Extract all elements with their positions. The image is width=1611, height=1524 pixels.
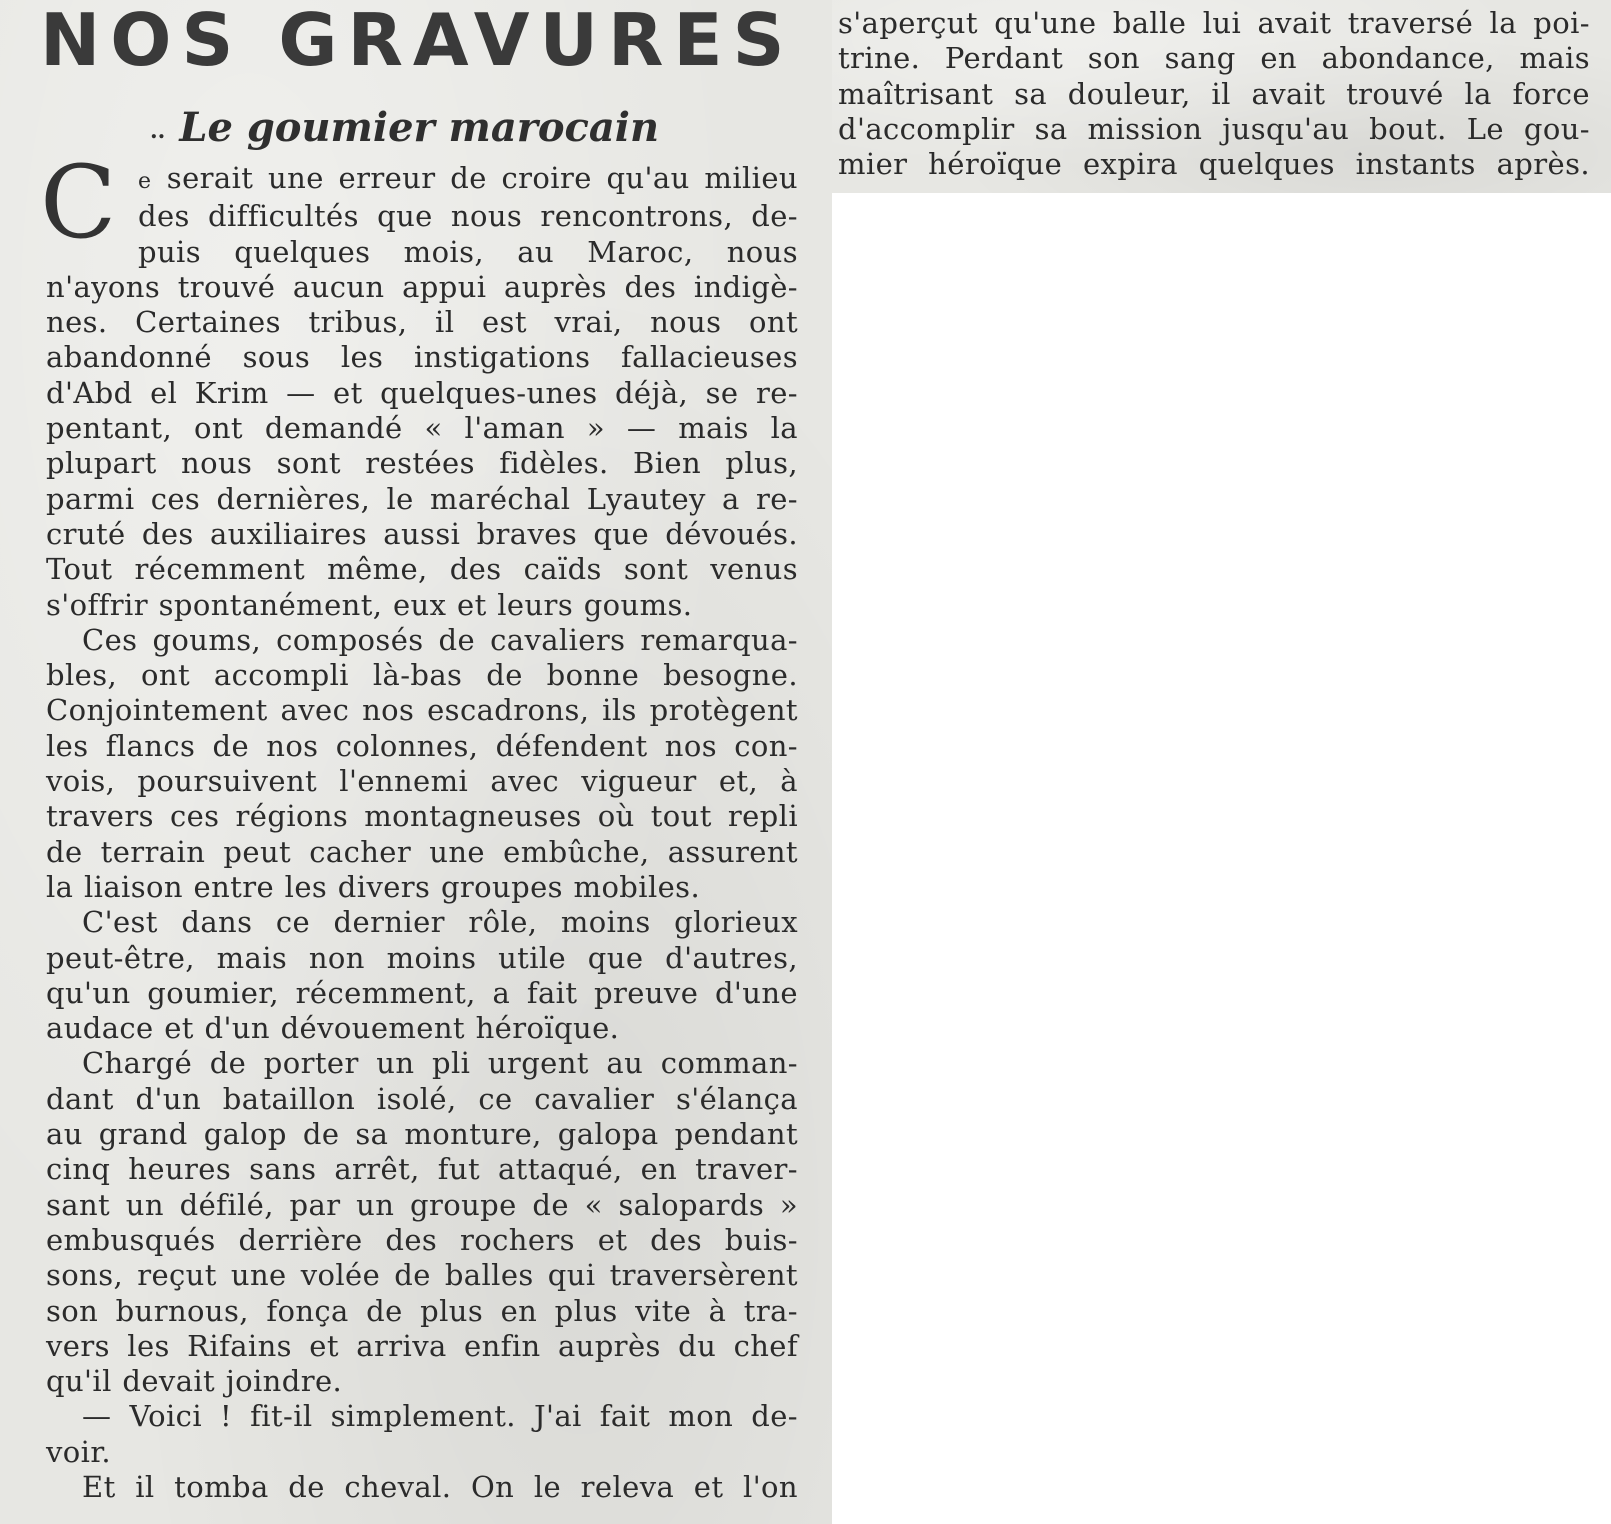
text-line: n'ayons trouvé aucun appui auprès des indigè-: [46, 269, 798, 304]
text-line: plupart nous sont restées fidèles. Bien plus,: [46, 446, 798, 481]
text-line: son burnous, fonça de plus en plus vite à tra-: [46, 1293, 798, 1328]
text-line: peut-être, mais non moins utile que d'autres,: [46, 940, 798, 975]
text-line: qu'un goumier, récemment, a fait preuve d'une: [46, 975, 798, 1010]
title-ornament: ..: [150, 118, 166, 144]
text-line: embusqués derrière des rochers et des buis-: [46, 1222, 798, 1257]
text-line: cruté des auxiliaires aussi braves que dévoués.: [46, 516, 798, 551]
text-line: qu'il devait joindre.: [46, 1364, 343, 1399]
text-line: de terrain peut cacher une embûche, assurent: [46, 834, 798, 869]
text-line: sant un défilé, par un groupe de « salopards »: [46, 1187, 798, 1222]
article-title-text: Le goumier marocain: [179, 104, 660, 151]
text-line: cinq heures sans arrêt, fut attaqué, en traver-: [46, 1152, 798, 1187]
article-body-right: [838, 6, 1590, 182]
text-line: des difficultés que nous rencontrons, de-: [138, 199, 798, 234]
text-line: Et il tomba de cheval. On le releva et l'on: [82, 1469, 798, 1504]
text-line: Conjointement avec nos escadrons, ils protègent: [46, 693, 798, 728]
masthead-title: NOS GRAVURES: [40, 0, 795, 82]
text-line: s'offrir spontanément, eux et leurs goums.: [46, 587, 693, 622]
text-line: puis quelques mois, au Maroc, nous: [138, 234, 798, 269]
text-line: voir.: [46, 1434, 112, 1469]
text-line: sons, reçut une volée de balles qui traversèrent: [46, 1258, 798, 1293]
text-line: les flancs de nos colonnes, défendent nos con-: [46, 728, 798, 763]
text-line: nes. Certaines tribus, il est vrai, nous ont: [46, 305, 798, 340]
text-line: vers les Rifains et arriva enfin auprès du chef: [46, 1328, 798, 1363]
text-line: bles, ont accompli là-bas de bonne besogne.: [46, 658, 798, 693]
text-line: mier héroïque expira quelques instants après.: [838, 147, 1590, 182]
text-line: pentant, ont demandé « l'aman » — mais la: [46, 411, 798, 446]
text-line: au grand galop de sa monture, galopa pendant: [46, 1117, 798, 1152]
text-line: e serait une erreur de croire qu'au milieu: [138, 161, 798, 195]
text-line: travers ces régions montagneuses où tout repli: [46, 799, 798, 834]
text-line: d'accomplir sa mission jusqu'au bout. Le gou-: [838, 111, 1590, 146]
text-line: abandonné sous les instigations fallacieuses: [46, 340, 798, 375]
text-line: s'aperçut qu'une balle lui avait traversé la poi-: [838, 6, 1590, 40]
article-title: [150, 104, 750, 155]
text-line: parmi ces dernières, le maréchal Lyautey a re-: [46, 481, 798, 516]
drop-cap: C: [40, 144, 117, 261]
text-line: trine. Perdant son sang en abondance, mais: [838, 41, 1590, 76]
text-line: C'est dans ce dernier rôle, moins glorieux: [82, 905, 798, 940]
text-line: Tout récemment même, des caïds sont venus: [46, 552, 798, 587]
article-body-left: [40, 144, 798, 1505]
first-word-rest: e: [138, 169, 153, 194]
text-line: d'Abd el Krim — et quelques-unes déjà, se re-: [46, 375, 798, 410]
text-line: vois, poursuivent l'ennemi avec vigueur et, à: [46, 764, 798, 799]
text-line: Ces goums, composés de cavaliers remarqua-: [82, 622, 798, 657]
text-line: — Voici ! fit-il simplement. J'ai fait mon de-: [82, 1399, 798, 1434]
text-line: dant d'un bataillon isolé, ce cavalier s'élança: [46, 1081, 798, 1116]
text-line: maîtrisant sa douleur, il avait trouvé la force: [838, 76, 1590, 111]
text-line: la liaison entre les divers groupes mobiles.: [46, 869, 701, 904]
text-line: Chargé de porter un pli urgent au comman-: [82, 1046, 798, 1081]
text-line: audace et d'un dévouement héroïque.: [46, 1011, 620, 1046]
